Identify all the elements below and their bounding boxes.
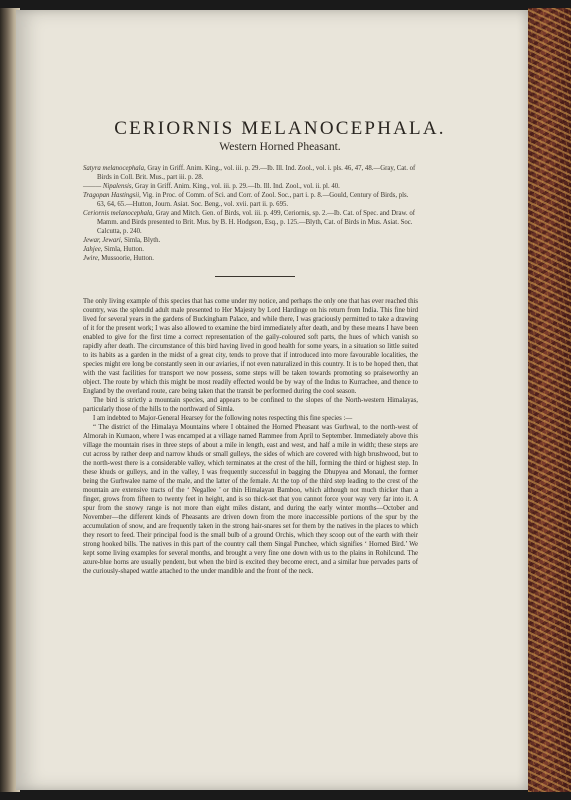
page-subtitle: Western Horned Pheasant. [219,141,341,153]
synonym-entry [83,191,418,209]
synonym-entry [83,254,418,263]
body-paragraph: The only living example of this species that has come under my notice, and perhaps the only one that has ever reached this country, was the splendid adult male presented to Her Majesty by Lord Hardinge on his return from India. This fine bird lived for several years in the gardens of Buckingham Palace, and while there, I was graciously permitted to take a drawing of it for the present work; I was also allowed to examine the bird immediately after death, and by these means I have been enabled to give for the first time a correct representation of the gaily-coloured soft parts, the hues of which vanish so rapidly after death. The circumstance of this bird having lived in good health for some years, in a situation so little suited to its habits as a garden in the midst of a great city, tends to prove that if introduced into more favourable localities, the species might ere long be constantly seen in our aviaries, if not even naturalized in this country. It is to be hoped then, that with the vast facilities for transport we now possess, some steps will be taken towards promoting so praiseworthy an object. The route by which this might be most readily effected would be by way of the Indus to Kurrachee, and thence to England by the overland route, care being taken that the transit be performed during the cool season. [83,298,418,395]
synonym-name: ——— Nipalensis, [83,183,134,190]
synonym-reference: Gray and Mitch. Gen. of Birds, vol. iii. p. 499, Ceriornis, sp. 2.—Ib. Cat. of Spec. and Draw. of Mamm. and Birds presented to Brit. Mus. by B. H. Hodgson, Esq., p. 125.—Blyth, Cat. of Birds in Mus. Asiat. Soc. Calcutta, p. 240. [97,210,415,235]
marbled-endpaper [528,8,571,792]
body-text [83,297,418,576]
synonym-reference: Gray in Griff. Anim. King., vol. iii. p. 29.—Ib. Ill. Ind. Zool., vol. ii. pl. 40. [133,183,340,190]
body-paragraph: I am indebted to Major-General Hearsey for the following notes respecting this fine species :— [93,415,353,422]
synonym-reference: Vig. in Proc. of Comm. of Sci. and Corr. of Zool. Soc., part i. p. 8.—Gould, Century of Birds, pls. 63, 64, 65.—Hutton, Journ. Asiat. Soc. Beng., vol. xvii. part ii. p. 695. [97,192,409,208]
synonym-name: Tragopan Hastingsii, [83,192,141,199]
synonym-name: Ceriornis melanocephala, [83,210,154,217]
divider-rule [215,276,295,277]
synonym-reference: Simla, Blyth. [122,237,161,244]
synonym-name: Satyra melanocephala, [83,165,146,172]
body-paragraph: The bird is strictly a mountain species, and appears to be confined to the slopes of the North-western Himalayas, particularly those of the hills to the northward of Simla. [83,397,418,413]
synonym-name: Jewar, Jewari, [83,237,123,244]
synonym-entry [83,164,418,182]
synonym-name: Jahjee, [83,246,103,253]
synonymy-list [83,164,418,263]
synonym-name: Jwire, [83,255,100,262]
synonym-entry [83,209,418,236]
body-paragraph: “ The district of the Himalaya Mountains where I obtained the Horned Pheasant was Gurhwal, to the north-west of Almorah in Kumaon, where I was encamped at a village named Rammee from April to September. Immediately above this village the mountain rises in three steps of about a mile in length, east and west, and half a mile in width; these steps are cut across by rather deep and narrow khuds or small gulleys, the sides of which are covered with high brushwood, but to the north-west there is a considerable valley, which terminates at the crest of the hill, forming the third or highest step. In these khuds or gulleys, and in the valley, I was frequently successful in bagging the Dhupyea and Monaul, the former being the Gurhwalee name of the male, and the latter of the female. At the top of the third step leading to the crest of the mountain are extensive tracts of the ‘ Negallee ’ or thin Himalayan Bamboo, which although not much thicker than a finger, grows from fifteen to twenty feet in height, and is so thick-set that you cannot force your way very far into it. A spur from the snowy range is not more than eight miles distant, and during the early winter months—October and November—the different kinds of Pheasants are driven down from the more inaccessible portions of the spur by the accumulation of snow, and are frequently taken in the strong hair-snares set for them by the natives in the places to which they resort to feed. Their principal food is the small bulb of a ground Orchis, which they scoop out of the earth with their strong hooked bills. The natives in this part of the country call them Singal Punchee, which signifies ‘ Horned Bird.’ We kept some living examples for several months, and brought a very fine one down with us to the plains in Rohilcund. The azure-blue horns are usually pendent, but when the bird is excited they become erect, and a similar hue pervades parts of the curiously-shaped wattle attached to the under mandible and the front of the neck. [83,424,418,575]
page-title: CERIORNIS MELANOCEPHALA. [114,118,446,139]
synonym-reference: Mussoorie, Hutton. [99,255,154,262]
synonym-reference: Simla, Hutton. [102,246,144,253]
synonym-reference: Gray in Griff. Anim. King., vol. iii. p. 29.—Ib. Ill. Ind. Zool., vol. i. pls. 46, 47, 48.—Gray, Cat. of Birds in Coll. Brit. Mus., part iii. p. 28. [97,165,416,181]
synonym-entry [83,245,418,254]
synonym-entry [83,236,418,245]
synonym-entry [83,182,418,191]
